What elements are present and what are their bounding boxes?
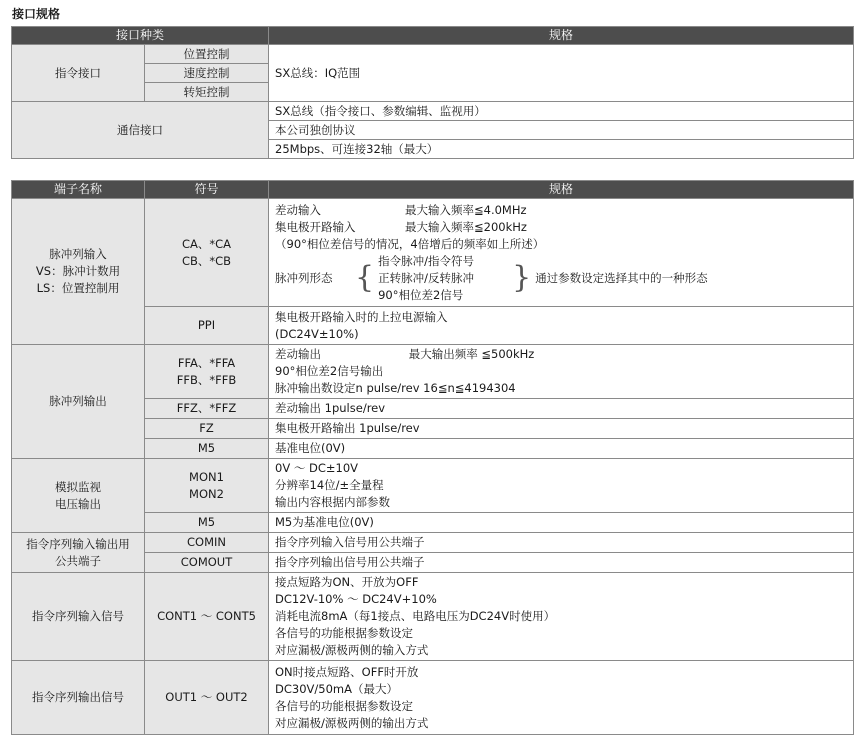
fz-spec: 集电极开路输出 1pulse/rev xyxy=(269,419,854,439)
mon-symbol: MON1 MON2 xyxy=(145,459,269,513)
header-interface-type: 接口种类 xyxy=(12,27,269,45)
pulse-input-spec: 差动输入 最大输入频率≦4.0MHz 集电极开路输入 最大输入频率≦200kHz （90°相位差信号的情况，4倍增后的频率如上所述） 脉冲列形态 { 指令脉冲/指令符号 正转脉冲/反转脉冲 90°相位差2信号 } 通过参数设定选择其中的一种形态 xyxy=(269,199,854,307)
comm-interface-label: 通信接口 xyxy=(12,102,269,159)
ffz-symbol: FFZ、*FFZ xyxy=(145,399,269,419)
comout-symbol: COMOUT xyxy=(145,553,269,573)
seq-input-symbol: CONT1 ～ CONT5 xyxy=(145,573,269,661)
mon-m5-spec: M5为基准电位(0V) xyxy=(269,513,854,533)
comin-spec: 指令序列输入信号用公共端子 xyxy=(269,533,854,553)
header-spec: 规格 xyxy=(269,181,854,199)
comm-spec-2: 本公司独创协议 xyxy=(269,121,854,140)
common-terminal-name: 指令序列输入输出用 公共端子 xyxy=(12,533,145,573)
comm-spec-3: 25Mbps、可连接32轴（最大） xyxy=(269,140,854,159)
pulse-output-name: 脉冲列输出 xyxy=(12,345,145,459)
pulse-input-symbol: CA、*CA CB、*CB xyxy=(145,199,269,307)
command-interface-label: 指令接口 xyxy=(12,45,145,102)
seq-input-name: 指令序列输入信号 xyxy=(12,573,145,661)
fz-symbol: FZ xyxy=(145,419,269,439)
m5-spec: 基准电位(0V) xyxy=(269,439,854,459)
header-terminal-name: 端子名称 xyxy=(12,181,145,199)
analog-monitor-name: 模拟监视 电压输出 xyxy=(12,459,145,533)
seq-output-name: 指令序列输出信号 xyxy=(12,661,145,735)
mon-m5-symbol: M5 xyxy=(145,513,269,533)
m5-symbol: M5 xyxy=(145,439,269,459)
mon-spec: 0V ～ DC±10V 分辨率14位/±全量程 输出内容根据内部参数 xyxy=(269,459,854,513)
interface-table xyxy=(11,26,854,159)
terminal-table xyxy=(11,180,854,735)
ffz-spec: 差动输出 1pulse/rev xyxy=(269,399,854,419)
header-symbol: 符号 xyxy=(145,181,269,199)
seq-output-symbol: OUT1 ～ OUT2 xyxy=(145,661,269,735)
seq-output-spec: ON时接点短路、OFF时开放 DC30V/50mA（最大） 各信号的功能根据参数设定 对应漏极/源极两侧的输出方式 xyxy=(269,661,854,735)
comout-spec: 指令序列输出信号用公共端子 xyxy=(269,553,854,573)
pulse-input-name: 脉冲列输入 VS：脉冲计数用 LS：位置控制用 xyxy=(12,199,145,345)
command-interface-spec: SX总线：IQ范围 xyxy=(269,45,854,102)
ffa-ffb-spec: 差动输出 最大输出频率 ≦500kHz 90°相位差2信号输出 脉冲输出数设定n pulse/rev 16≦n≦4194304 xyxy=(269,345,854,399)
comm-spec-1: SX总线（指令接口、参数编辑、监视用） xyxy=(269,102,854,121)
ppi-spec: 集电极开路输入时的上拉电源输入 (DC24V±10%) xyxy=(269,307,854,345)
subtype-position: 位置控制 xyxy=(145,45,269,64)
subtype-speed: 速度控制 xyxy=(145,64,269,83)
page-title: 接口规格 xyxy=(12,7,61,21)
ppi-symbol: PPI xyxy=(145,307,269,345)
seq-input-spec: 接点短路为ON、开放为OFF DC12V-10% ～ DC24V+10% 消耗电流8mA（每1接点、电路电压为DC24V时使用） 各信号的功能根据参数设定 对应漏极/源极两侧的输入方式 xyxy=(269,573,854,661)
ffa-ffb-symbol: FFA、*FFA FFB、*FFB xyxy=(145,345,269,399)
header-spec: 规格 xyxy=(269,27,854,45)
comin-symbol: COMIN xyxy=(145,533,269,553)
subtype-torque: 转矩控制 xyxy=(145,83,269,102)
